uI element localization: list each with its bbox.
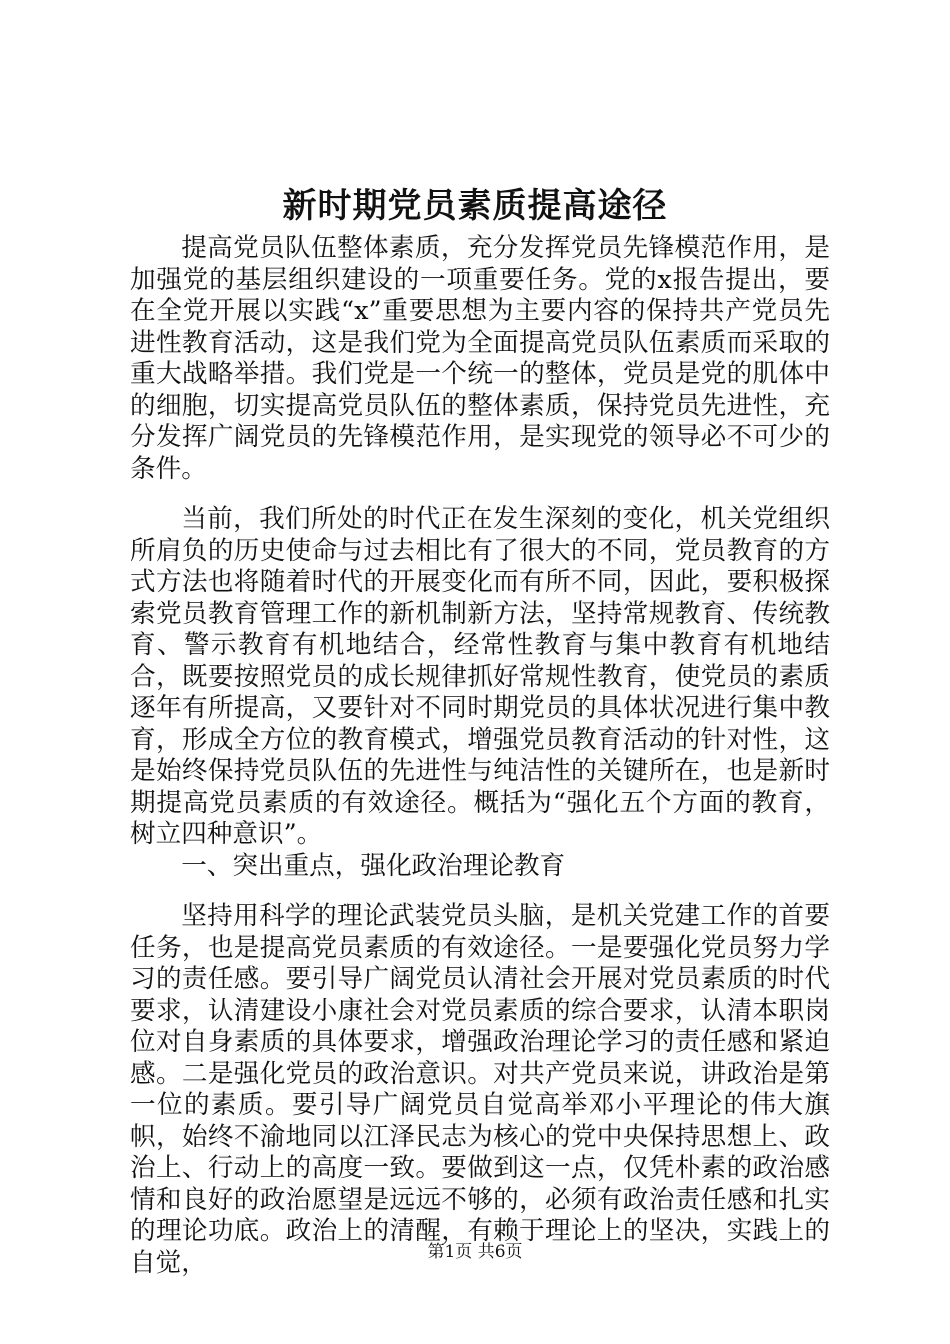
paragraph-current-situation: 当前，我们所处的时代正在发生深刻的变化，机关党组织所肩负的历史使命与过去相比有了很大的不同，党员教育的方式方法也将随着时代的开展变化而有所不同，因此，要积极探索党员教育管理工作的新机制新方法，坚持常规教育、传统教育、警示教育有机地结合，经常性教育与集中教育有机地结合，既要按照党员的成长规律抓好常规性教育，使党员的素质逐年有所提高，又要针对不同时期党员的具体状况进行集中教育，形成全方位的教育模式，增强党员教育活动的针对性，这是始终保持党员队伍的先进性与纯洁性的关键所在，也是新时期提高党员素质的有效途径。概括为“强化五个方面的教育，树立四种意识”。: [130, 504, 830, 849]
section-heading-1: 一、突出重点，强化政治理论教育: [181, 850, 566, 881]
paragraph-political-theory: 坚持用科学的理论武装党员头脑，是机关党建工作的首要任务，也是提高党员素质的有效途径。一是要强化党员努力学习的责任感。要引导广阔党员认清社会开展对党员素质的时代要求，认清建设小康社会对党员素质的综合要求，认清本职岗位对自身素质的具体要求，增强政治理论学习的责任感和紧迫感。二是强化党员的政治意识。对共产党员来说，讲政治是第一位的素质。要引导广阔党员自觉高举邓小平理论的伟大旗帜，始终不渝地同以江泽民志为核心的党中央保持思想上、政治上、行动上的高度一致。要做到这一点，仅凭朴素的政治感情和良好的政治愿望是远远不够的，必须有政治责任感和扎实的理论功底。政治上的清醒，有赖于理论上的坚决，实践上的自觉，: [130, 901, 830, 1278]
document-body: [130, 233, 830, 1279]
document-title: 新时期党员素质提高途径: [282, 186, 668, 226]
paragraph-intro: 提高党员队伍整体素质，充分发挥党员先锋模范作用，是加强党的基层组织建设的一项重要任务。党的x报告提出，要在全党开展以实践“x”重要思想为主要内容的保持共产党员先进性教育活动，这是我们党为全面提高党员队伍素质而采取的重大战略举措。我们党是一个统一的整体，党员是党的肌体中的细胞，切实提高党员队伍的整体素质，保持党员先进性，充分发挥广阔党员的先锋模范作用，是实现党的领导必不可少的条件。: [130, 233, 830, 484]
page-footer: 第1页 共6页: [427, 1242, 523, 1262]
